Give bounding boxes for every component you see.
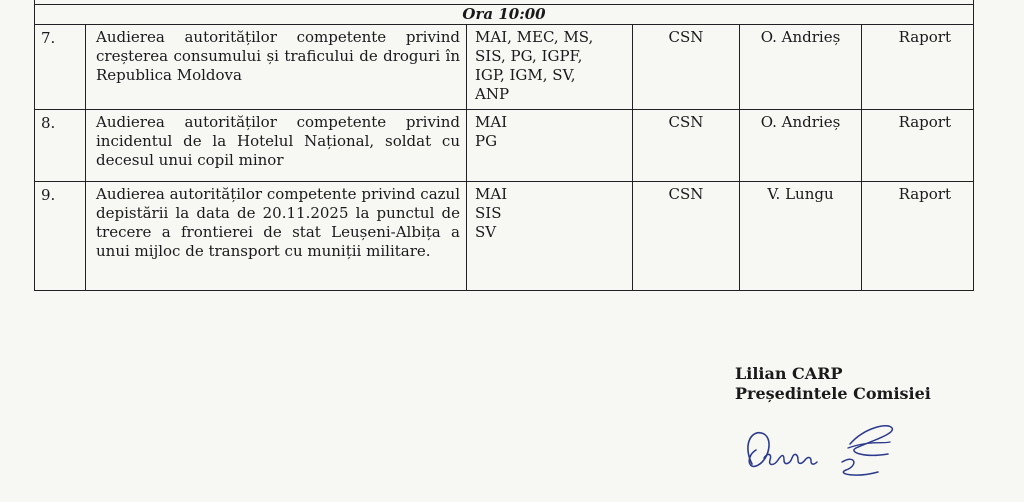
table-row: [35, 110, 974, 182]
handwritten-signature: [738, 414, 898, 484]
table-row: [35, 25, 974, 110]
institution-line: MAI, MEC, MS,: [475, 28, 594, 46]
item-description: Audierea autorităților competente privind cazul depistării la data de 20.11.2025 la punctul de trecere a frontierei de stat Leușeni-Albița a unui mijloc de transport cu muniții militare.: [86, 182, 467, 291]
signatory-name: Lilian CARP: [735, 364, 843, 383]
time-header: Ora 10:00: [35, 5, 974, 25]
item-committee: CSN: [633, 110, 740, 182]
institution-line: MAI: [475, 113, 508, 131]
item-doc-type: Raport: [862, 110, 974, 182]
item-description: Audierea autorităților competente privind creșterea consumului și traficului de droguri în Republica Moldova: [86, 25, 467, 110]
signature-block: [735, 364, 931, 404]
item-number: 9.: [35, 182, 86, 291]
institution-line: SV: [475, 223, 497, 241]
table-row: [35, 182, 974, 291]
item-institutions: [467, 25, 633, 110]
signatory-title: Președintele Comisiei: [735, 384, 931, 403]
item-doc-type: Raport: [862, 182, 974, 291]
institution-line: IGP, IGM, SV,: [475, 66, 576, 84]
item-doc-type: Raport: [862, 25, 974, 110]
institution-line: SIS: [475, 204, 502, 222]
item-rapporteur: V. Lungu: [740, 182, 862, 291]
item-rapporteur: O. Andrieș: [740, 110, 862, 182]
institution-line: SIS, PG, IGPF,: [475, 47, 583, 65]
time-header-row: [35, 5, 974, 25]
institution-line: MAI: [475, 185, 508, 203]
item-number: 7.: [35, 25, 86, 110]
institution-line: ANP: [475, 85, 510, 103]
item-committee: CSN: [633, 182, 740, 291]
item-number: 8.: [35, 110, 86, 182]
item-committee: CSN: [633, 25, 740, 110]
institution-line: PG: [475, 132, 498, 150]
item-institutions: [467, 182, 633, 291]
item-description: Audierea autorităților competente privind incidentul de la Hotelul Național, soldat cu decesul unui copil minor: [86, 110, 467, 182]
item-rapporteur: O. Andrieș: [740, 25, 862, 110]
item-institutions: [467, 110, 633, 182]
agenda-table: [34, 4, 974, 291]
